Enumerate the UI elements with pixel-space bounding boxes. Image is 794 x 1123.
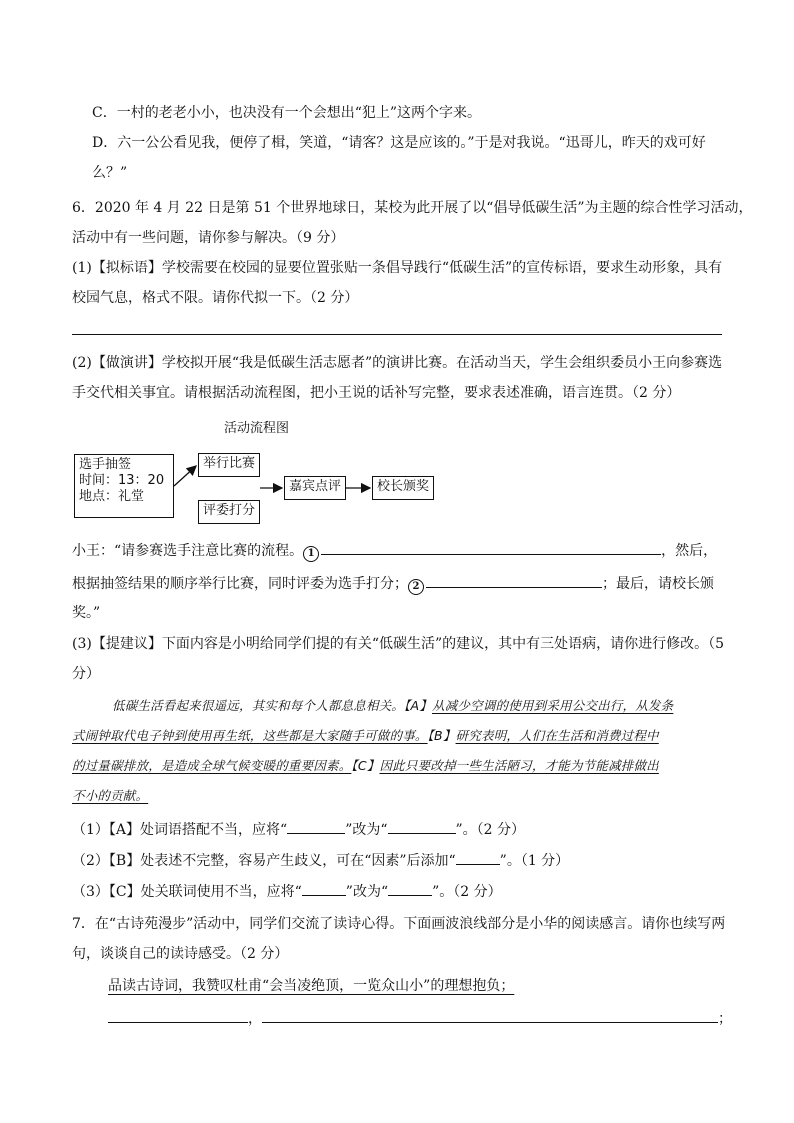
fix1-blank-from[interactable]	[287, 819, 345, 834]
q6-intro-line2: 活动中有一些问题，请你参与解决。（9 分）	[72, 230, 345, 246]
q7-blank-1[interactable]	[108, 1008, 248, 1023]
q7-line1: 7．在“古诗苑漫步”活动中，同学们交流了读诗心得。下面画波浪线部分是小华的阅读感言。请你也续写两	[72, 916, 726, 932]
q7-quote: 品读古诗词，我赞叹杜甫“会当凌绝顶，一览众山小”的理想抱负；	[108, 978, 515, 994]
passage-line2	[72, 726, 659, 746]
fix3-blank-from[interactable]	[302, 881, 346, 896]
fix1-text-end: ”。（2 分）	[455, 822, 526, 838]
flow-title: 活动流程图	[224, 421, 290, 436]
passage-tag-a: 【A】	[404, 698, 433, 713]
q6-part3-line1: (3)【提建议】下面内容是小明给同学们提的有关“低碳生活”的建议，其中有三处语病，请你进行修改。（5	[72, 636, 725, 652]
circle-marker-1: 1	[303, 546, 319, 562]
fix3-text-end: ”。（2 分）	[432, 884, 502, 900]
fix1-text-mid: ”改为“	[345, 822, 388, 838]
q6-part1-line1: (1)【拟标语】学校需要在校园的显要位置张贴一条倡导践行“低碳生活”的宣传标语，要求生动形象，具有	[72, 260, 723, 276]
q7-answer-line	[108, 1008, 732, 1029]
q7-line2: 句，谈谈自己的读诗感受。（2 分）	[72, 946, 289, 962]
fix-3	[72, 881, 502, 902]
circle-marker-2: 2	[408, 579, 424, 595]
wang-end: ；最后，请校长颁	[602, 576, 714, 592]
flow-step-judges: 评委打分	[198, 500, 260, 524]
fix2-text: （2）【B】处表述不完整，容易产生歧义，可在“因素”后添加“	[72, 853, 456, 869]
option-d-line2: 么？”	[92, 165, 128, 181]
passage-underlined: 的过量碳排放，是造成全球气候变暖的重要因素。	[72, 758, 352, 773]
passage-underlined: 因此只要改掉一些生活陋习，才能为节能减排做出	[379, 758, 659, 773]
fix1-blank-to[interactable]	[388, 819, 456, 834]
q6-part3-line2: 分）	[72, 666, 100, 682]
fix3-text-mid: ”改为“	[345, 884, 389, 900]
passage-tag-b: 【B】	[427, 728, 456, 743]
flow-start-line1: 选手抽签	[79, 457, 132, 472]
passage-underlined: 式闹钟取代电子钟到使用再生纸，这些都是大家随手可做的事。	[72, 728, 428, 743]
flow-blank-2[interactable]	[426, 573, 602, 588]
fix2-text-end: ”。（1 分）	[499, 853, 570, 869]
passage-line4	[72, 786, 148, 806]
passage-underlined: 研究表明，人们在生活和消费过程中	[455, 728, 659, 743]
flow-start-line3: 地点：礼堂	[79, 489, 145, 504]
q6-part1-line2: 校园气息，格式不限。请你代拟一下。（2 分）	[72, 290, 359, 306]
q6-part2-line1: (2)【做演讲】学校拟开展“我是低碳生活志愿者”的演讲比赛。在活动当天，学生会组织委员小王向参赛选	[72, 355, 723, 371]
q6-intro-line1: 6．2020 年 4 月 22 日是第 51 个世界地球日，某校为此开展了以“倡导低碳生活”为主题的综合性学习活动，	[72, 200, 753, 216]
option-c: C．一村的老老小小，也决没有一个会想出“犯上”这两个字来。	[92, 105, 482, 121]
passage-line1	[112, 696, 673, 716]
q7-blank-2[interactable]	[262, 1008, 718, 1023]
fix2-blank[interactable]	[456, 850, 500, 865]
passage-underlined: 不小的贡献。	[72, 788, 149, 803]
flow-blank-1[interactable]	[321, 540, 661, 555]
q6-part2-line2: 手交代相关事宜。请根据活动流程图，把小王说的话补写完整，要求表述准确，语言连贯。（2 分）	[72, 385, 681, 401]
passage-underlined: 从减少空调的使用到采用公交出行，从发条	[432, 698, 674, 713]
wang-speech-line3: 奖。”	[72, 605, 101, 621]
q7-semicolon: ；	[718, 1011, 732, 1027]
q7-comma: ，	[248, 1011, 262, 1027]
fix-1	[72, 819, 525, 840]
passage-tag-c: 【C】	[351, 758, 380, 773]
flow-step-award: 校长颁奖	[372, 476, 434, 500]
passage-text: 低碳生活看起来很遥远，其实和每个人都息息相关。	[112, 698, 405, 713]
wang-speech-line1	[72, 540, 717, 562]
passage-line3	[72, 756, 659, 776]
option-d-line1: D．六一公公看见我，便停了楫，笑道，“请客？这是应该的。”于是对我说。“迅哥儿，昨天的戏可好	[92, 135, 706, 151]
wang-line2-text: 根据抽签结果的顺序举行比赛，同时评委为选手打分；	[72, 576, 408, 592]
wang-speech-line2	[72, 573, 714, 595]
flow-step-comments: 嘉宾点评	[284, 476, 346, 500]
flow-start-line2: 时间：13：20	[79, 473, 165, 488]
flow-step-competition: 举行比赛	[198, 453, 260, 477]
wang-prefix: 小王：“请参赛选手注意比赛的流程。	[72, 543, 304, 559]
fix1-text: （1）【A】处词语搭配不当，应将“	[72, 822, 288, 838]
fix3-text: （3）【C】处关联词使用不当，应将“	[72, 884, 302, 900]
fix-2	[72, 850, 569, 871]
wang-mid: ，然后，	[661, 543, 718, 559]
fix3-blank-to[interactable]	[388, 881, 432, 896]
